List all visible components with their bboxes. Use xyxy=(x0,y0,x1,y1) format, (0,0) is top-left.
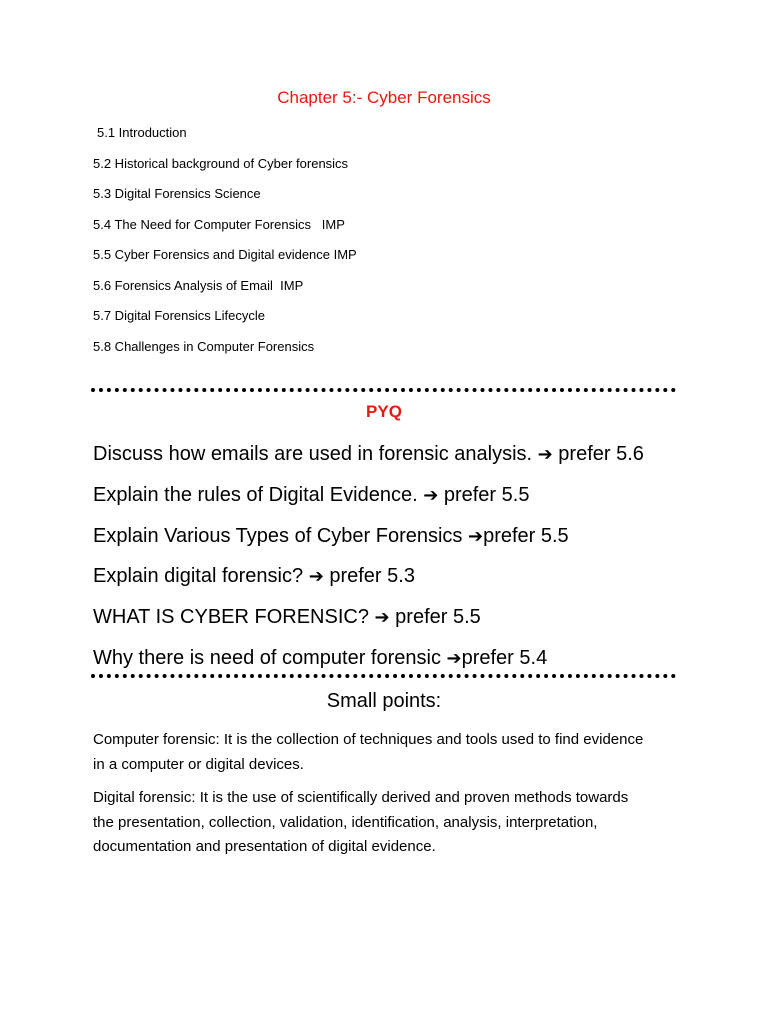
pyq-question xyxy=(93,481,644,522)
pyq-question xyxy=(93,440,644,481)
toc-item: 5.7 Digital Forensics Lifecycle xyxy=(93,308,265,323)
question-reference: prefer 5.4 xyxy=(461,646,548,669)
arrow-right-icon: ➔ xyxy=(467,525,484,547)
arrow-right-icon: ➔ xyxy=(308,566,324,588)
arrow-right-icon: ➔ xyxy=(446,647,462,669)
chapter-title: Chapter 5:- Cyber Forensics xyxy=(277,88,491,107)
toc-item: 5.1 Introduction xyxy=(97,125,187,140)
table-of-contents xyxy=(93,124,357,368)
toc-item: 5.3 Digital Forensics Science xyxy=(93,186,261,201)
question-text: Why there is need of computer forensic xyxy=(93,646,447,669)
question-text: Explain Various Types of Cyber Forensics xyxy=(93,524,468,547)
dotted-divider xyxy=(91,674,676,678)
question-text: Discuss how emails are used in forensic analysis. xyxy=(93,443,538,465)
definition-paragraph: Digital forensic: It is the use of scientifically derived and proven methods towards the presentation, collection, validation, identification, analysis, interpretation, documentation and presentation of digital evidence. xyxy=(93,789,629,855)
dotted-divider xyxy=(91,388,676,392)
arrow-right-icon: ➔ xyxy=(423,484,439,506)
pyq-question-list xyxy=(93,440,644,685)
toc-item: 5.8 Challenges in Computer Forensics xyxy=(93,338,315,354)
pyq-heading: PYQ xyxy=(366,402,402,421)
toc-item: 5.4 The Need for Computer Forensics IMP xyxy=(93,216,345,232)
arrow-right-icon: ➔ xyxy=(537,444,553,465)
toc-item: 5.6 Forensics Analysis of Email IMP xyxy=(93,277,304,293)
question-reference: prefer 5.5 xyxy=(389,606,481,629)
pyq-question xyxy=(93,603,644,644)
question-reference: prefer 5.5 xyxy=(438,483,530,506)
pyq-question xyxy=(93,562,644,603)
question-reference: prefer 5.5 xyxy=(483,524,569,547)
question-reference: prefer 5.6 xyxy=(552,443,644,465)
question-text: Explain the rules of Digital Evidence. xyxy=(93,483,424,506)
small-points-heading: Small points: xyxy=(326,690,442,712)
toc-item: 5.2 Historical background of Cyber forensics xyxy=(93,155,349,171)
question-text: WHAT IS CYBER FORENSIC? xyxy=(93,606,375,629)
question-reference: prefer 5.3 xyxy=(323,565,415,588)
definition-paragraph: Computer forensic: It is the collection of techniques and tools used to find evidence in a computer or digital devices. xyxy=(93,731,644,773)
pyq-question xyxy=(93,644,644,685)
arrow-right-icon: ➔ xyxy=(374,607,390,629)
question-text: Explain digital forensic? xyxy=(93,565,309,588)
pyq-question xyxy=(93,522,644,563)
toc-item: 5.5 Cyber Forensics and Digital evidence IMP xyxy=(93,247,357,262)
